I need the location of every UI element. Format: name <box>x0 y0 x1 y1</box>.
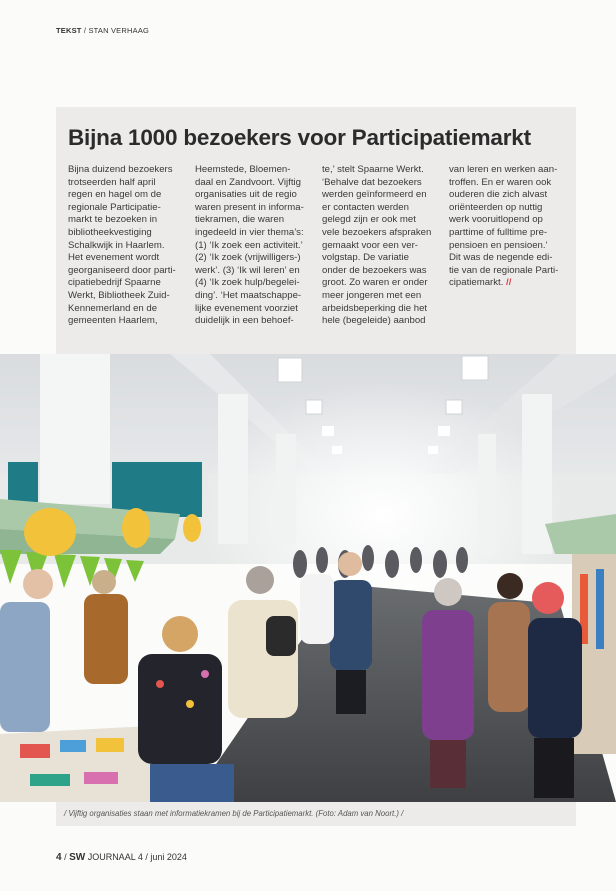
end-mark: // <box>503 277 512 289</box>
credit-label: TEKST <box>56 26 82 35</box>
article-column-1 <box>68 164 180 328</box>
event-photo <box>0 354 616 802</box>
column-text-body: van leren en werken aan-troffen. En er waren ook ouderen die zich alvast oriënteerden op nuttig werk vooruitlopend op parttime of fulltime pre-pensioen en pensioen.’ Dit was de negende edi-tie van de regionale Parti-cipatiemarkt. <box>449 164 559 289</box>
footer-journal: JOURNAAL 4 / juni 2024 <box>85 852 187 862</box>
article-title: Bijna 1000 bezoekers voor Participatiemarkt <box>68 125 531 150</box>
article-column-4 <box>449 164 561 290</box>
photo-caption: / Vijftig organisaties staan met informatiekramen bij de Participatiemarkt. (Foto: Adam van Noort.) / <box>56 802 576 826</box>
credit-author: / STAN VERHAAG <box>81 26 150 35</box>
event-photo-illustration <box>0 354 616 802</box>
column-text: te,’ stelt Spaarne Werkt. ‘Behalve dat bezoekers werden geïnformeerd en er contacten werden gelegd zijn er ook met vele bezoekers afspraken gemaakt voor een ver-volgstap. De variatie onder de bezoekers was groot. Zo waren er onder meer jongeren met een arbeidsbeperking die het hele (begeleide) aanbod <box>322 164 432 327</box>
footer-brand: SW <box>69 852 86 863</box>
page-number: 4 <box>56 852 62 863</box>
column-text <box>449 164 561 290</box>
column-text: Bijna duizend bezoekers trotseerden half april regen en hagel om de regionale Participatie-markt te bezoeken in bibliotheekvestiging Schalkwijk in Haarlem. Het evenement wordt georganiseerd door parti-cipatiebedrijf Spaarne Werkt, Bibliotheek Zuid-Kennemerland en de gemeenten Haarlem, <box>68 164 176 327</box>
page-footer <box>56 852 187 863</box>
article-panel <box>56 107 576 354</box>
column-text: Heemstede, Bloemen-daal en Zandvoort. Vijftig organisaties uit de regio waren present in informa-tiekramen, die waren ingedeeld in vier thema’s: (1) ‘Ik zoek een activiteit.’ (2) ‘Ik zoek (vrijwilligers-) werk’. (3) ‘Ik wil leren’ en (4) ‘Ik zoek hulp/begelei-ding’. ‘Het maatschappe-lijke evenement voorziet duidelijk in een behoef- <box>195 164 304 327</box>
article-column-3 <box>322 164 434 328</box>
author-credit <box>56 26 149 35</box>
article-column-2 <box>195 164 307 328</box>
footer-separator: / <box>61 852 70 862</box>
